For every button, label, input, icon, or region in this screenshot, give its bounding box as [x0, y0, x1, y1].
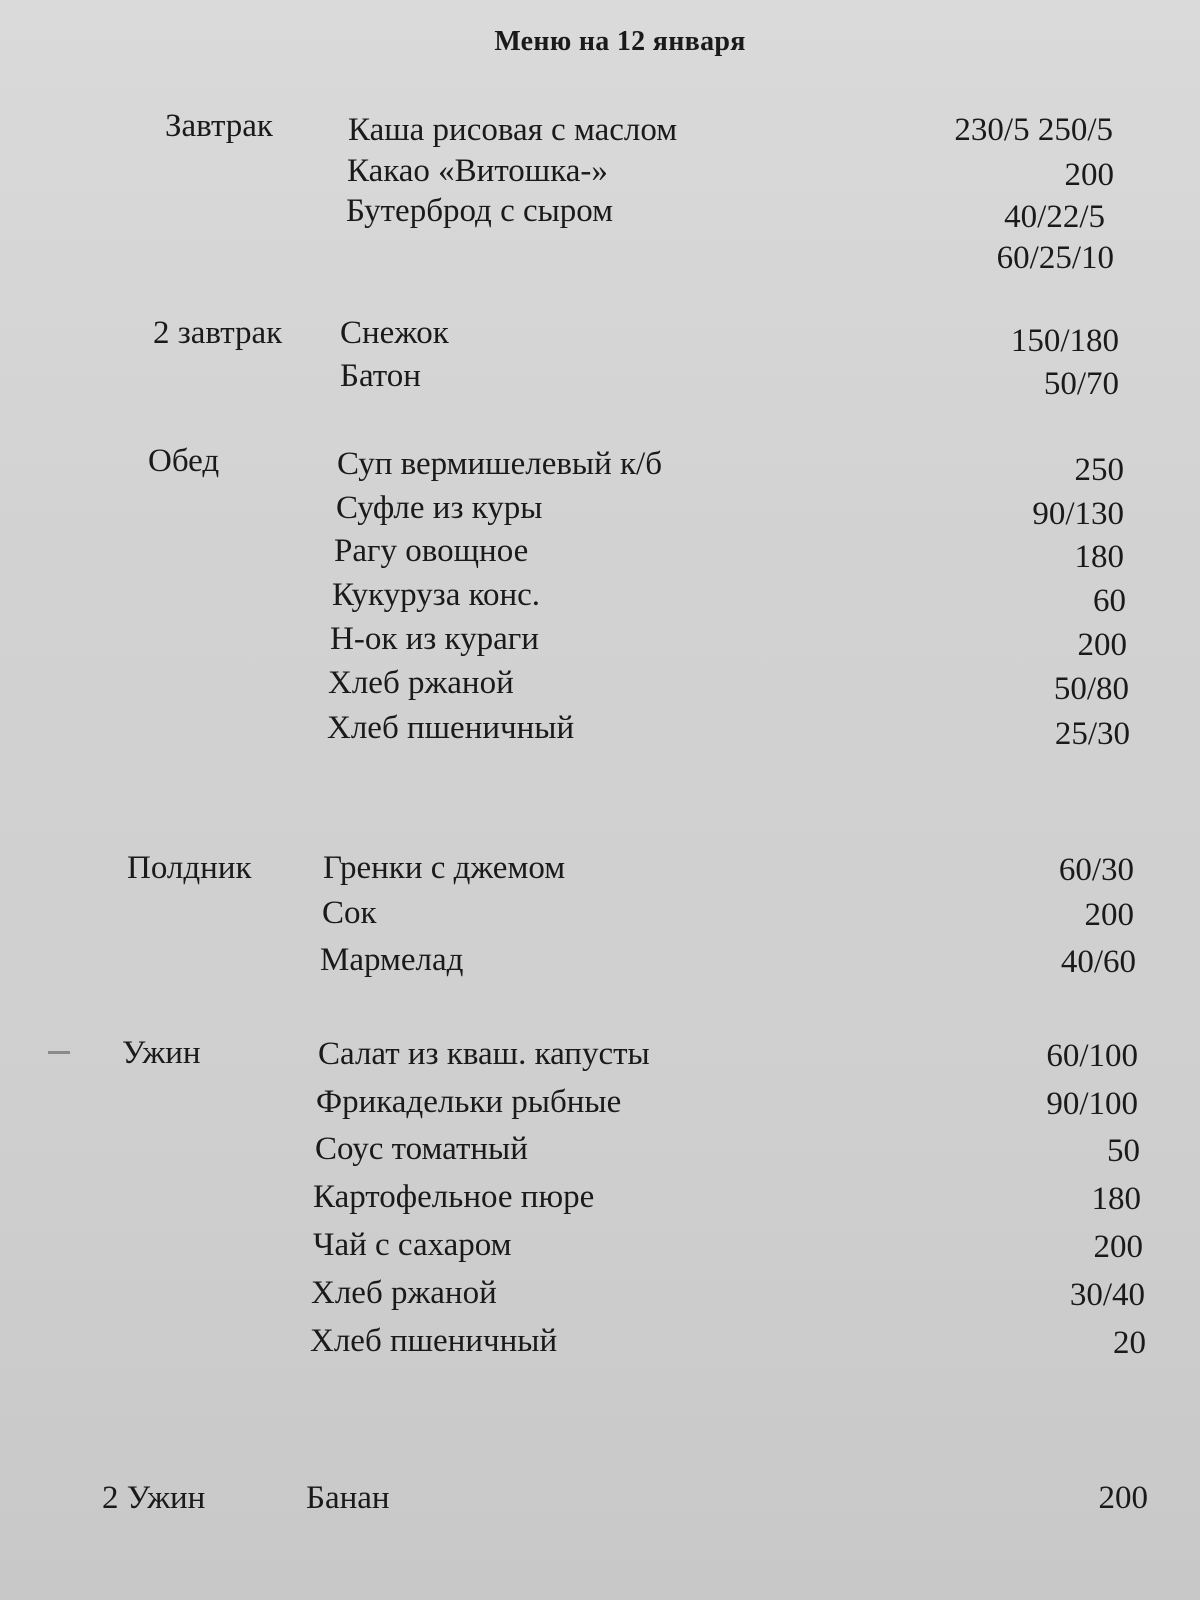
dish-portion: 200: [1093, 1229, 1143, 1265]
menu-row: [0, 1480, 1200, 1524]
menu-row: [0, 193, 1200, 237]
dish-name: Н-ок из кураги: [330, 621, 539, 657]
dish-portion: 60/100: [1046, 1038, 1138, 1074]
dish-portion: 50/70: [1043, 366, 1119, 402]
dish-portion: 150/180: [1010, 323, 1119, 359]
menu-row: [0, 240, 1200, 284]
dish-name: Чай с сахаром: [313, 1227, 512, 1263]
menu-row: [0, 665, 1200, 709]
dish-name: Хлеб ржаной: [311, 1275, 497, 1311]
menu-row: [0, 358, 1200, 402]
dish-portion: 230/5 250/5: [954, 112, 1113, 148]
dish-portion: 250: [1074, 452, 1124, 488]
menu-row: [0, 621, 1200, 665]
dish-name: Суфле из куры: [336, 490, 543, 526]
dish-portion: 90/100: [1046, 1086, 1138, 1122]
dish-portion: 200: [1098, 1480, 1148, 1516]
dish-portion: 200: [1064, 157, 1114, 193]
dish-portion: 180: [1074, 539, 1124, 575]
dish-name: Банан: [306, 1480, 390, 1516]
menu-row: [0, 1275, 1200, 1319]
dish-name: Сок: [322, 895, 377, 931]
meal-label-lunch: Обед: [148, 443, 220, 479]
menu-row: [0, 1036, 1200, 1080]
menu-row: [0, 577, 1200, 621]
meal-label-second-breakfast: 2 завтрак: [153, 315, 283, 351]
dish-name: Мармелад: [320, 942, 464, 978]
menu-row: [0, 1179, 1200, 1223]
meal-label-breakfast: Завтрак: [165, 108, 273, 144]
meal-label-second-dinner: 2 Ужин: [102, 1480, 206, 1516]
dish-portion: 200: [1084, 897, 1134, 933]
dish-portion: 180: [1091, 1181, 1141, 1217]
menu-row: [0, 1084, 1200, 1128]
menu-row: [0, 490, 1200, 534]
menu-row: [0, 1131, 1200, 1175]
dish-portion: 60/25/10: [996, 240, 1114, 276]
dish-portion: 25/30: [1054, 716, 1130, 752]
dish-name: Бутерброд с сыром: [346, 193, 614, 229]
dish-name: Какао «Витошка-»: [347, 153, 608, 189]
dish-portion: 60: [1093, 583, 1126, 619]
dish-portion: 40/22/5: [1004, 199, 1105, 235]
dish-portion: 90/130: [1032, 496, 1124, 532]
menu-row: [0, 895, 1200, 939]
menu-row: [0, 850, 1200, 894]
dish-name: Фрикадельки рыбные: [316, 1084, 622, 1120]
dish-portion: 30/40: [1069, 1277, 1145, 1313]
menu-row: [0, 112, 1200, 156]
dish-name: Соус томатный: [315, 1131, 528, 1167]
dish-portion: 60/30: [1058, 852, 1134, 888]
menu-row: [0, 1323, 1200, 1367]
dish-name: Хлеб пшеничный: [310, 1323, 558, 1359]
dish-name: Снежок: [340, 315, 449, 351]
dish-name: Картофельное пюре: [313, 1179, 595, 1215]
dish-portion: 200: [1077, 627, 1127, 663]
dish-name: Каша рисовая с маслом: [348, 112, 678, 148]
menu-row: [0, 1227, 1200, 1271]
menu-row: [0, 710, 1200, 754]
dish-portion: 50: [1107, 1133, 1140, 1169]
menu-row: [0, 315, 1200, 359]
page-title: Меню на 12 января: [494, 26, 746, 57]
dish-name: Кукуруза конс.: [332, 577, 541, 613]
dish-name: Гренки с джемом: [323, 850, 566, 886]
dish-portion: 50/80: [1053, 671, 1129, 707]
meal-label-dinner: Ужин: [122, 1035, 201, 1071]
dish-portion: 20: [1113, 1325, 1146, 1361]
menu-row: [0, 446, 1200, 490]
meal-label-afternoon-snack: Полдник: [127, 850, 252, 886]
menu-row: [0, 153, 1200, 197]
dish-name: Батон: [340, 358, 421, 394]
dish-name: Рагу овощное: [334, 533, 529, 569]
dish-name: Хлеб ржаной: [328, 665, 514, 701]
dish-name: Салат из кваш. капусты: [318, 1036, 650, 1072]
menu-row: [0, 533, 1200, 577]
dish-name: Суп вермишелевый к/б: [337, 446, 663, 482]
dish-portion: 40/60: [1060, 944, 1136, 980]
dish-name: Хлеб пшеничный: [327, 710, 575, 746]
menu-row: [0, 942, 1200, 986]
